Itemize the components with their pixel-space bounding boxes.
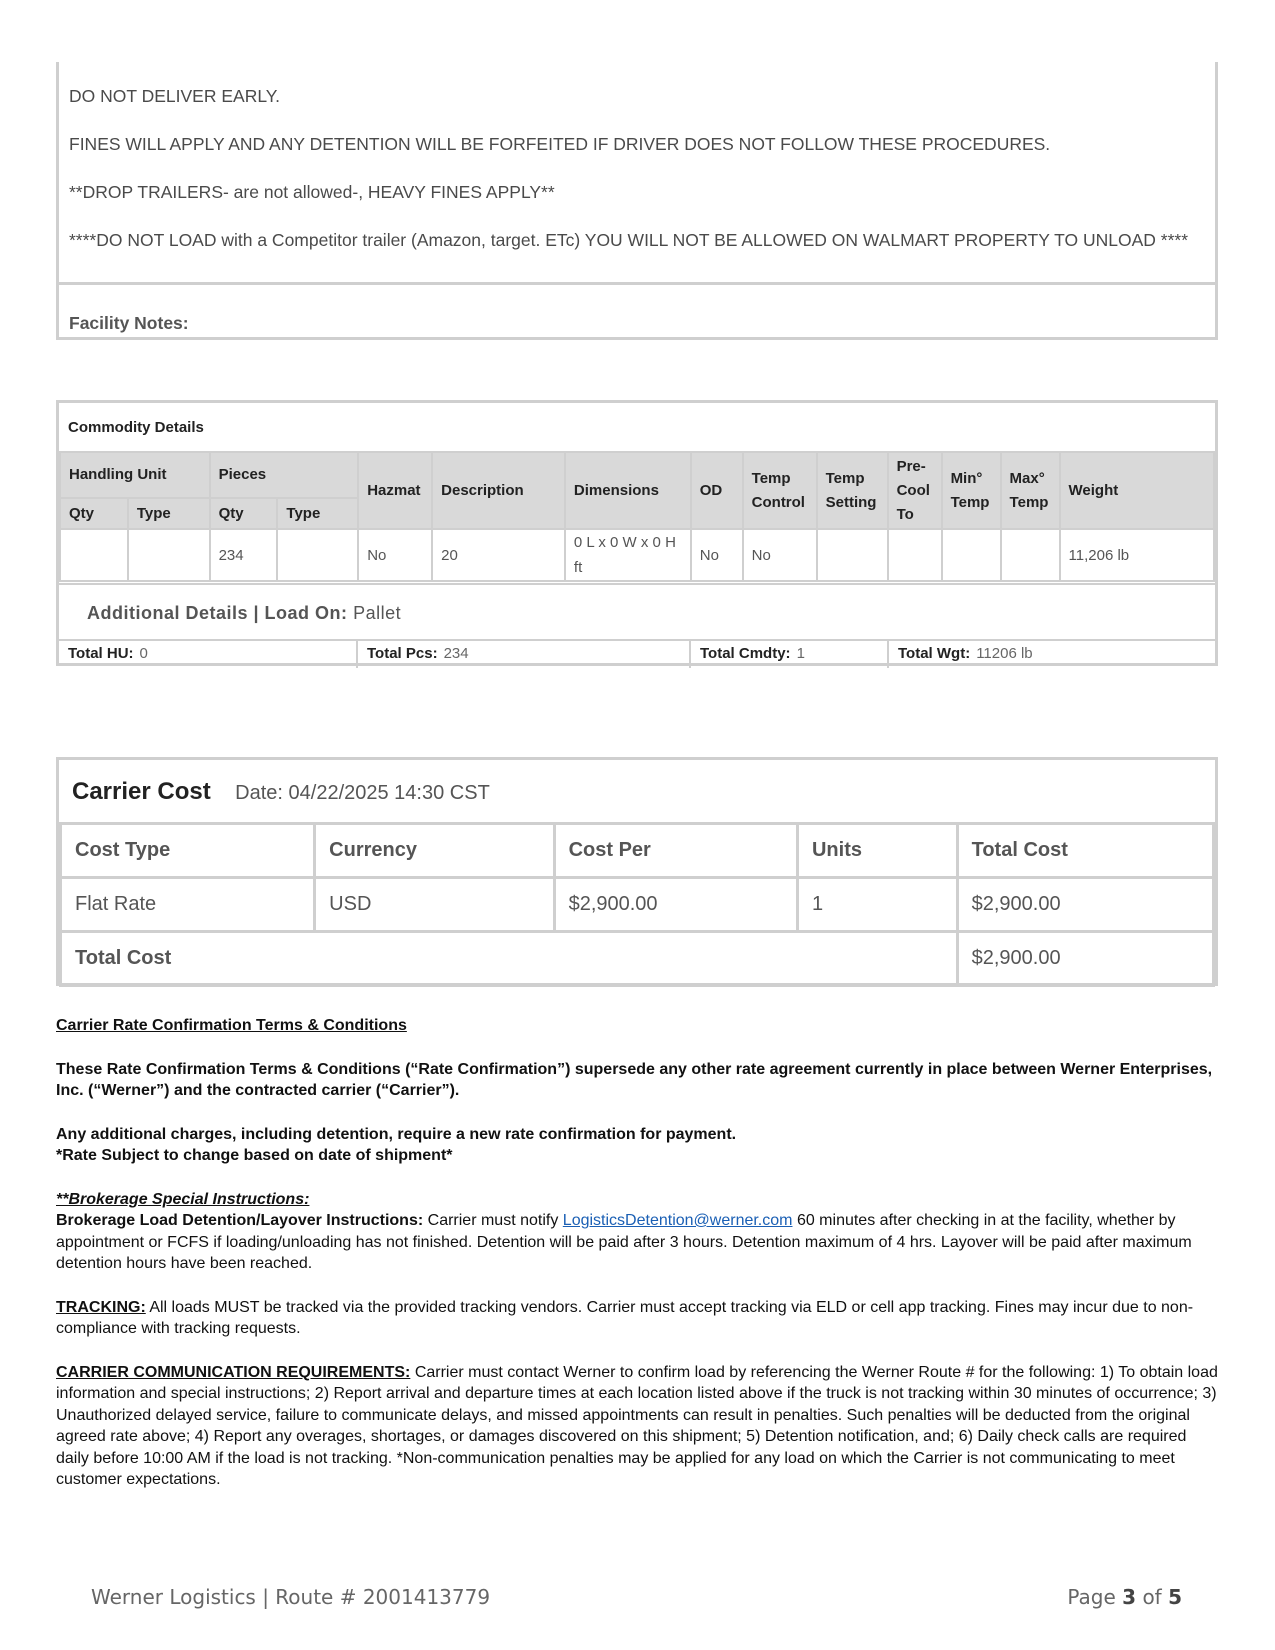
weight-cell: 11,206 lb — [1060, 529, 1214, 581]
additional-details — [87, 603, 401, 624]
detention-label: Brokerage Load Detention/Layover Instructions: — [56, 1212, 424, 1229]
carrier-cost-header — [72, 778, 490, 806]
hu-type-cell — [128, 529, 210, 581]
od-cell: No — [691, 529, 743, 581]
total-hu-label: Total HU: — [68, 645, 134, 662]
brokerage-heading: **Brokerage Special Instructions: — [56, 1190, 310, 1208]
dimensions-header: Dimensions — [565, 452, 691, 529]
tracking-label: TRACKING: — [56, 1298, 146, 1316]
cost-type-header: Cost Type — [61, 824, 315, 878]
commodity-details-title: Commodity Details — [68, 419, 204, 436]
max-temp-header: Max° Temp — [1001, 452, 1060, 529]
of-word: of — [1142, 1585, 1162, 1609]
page-total: 5 — [1168, 1585, 1182, 1609]
communication-label: CARRIER COMMUNICATION REQUIREMENTS: — [56, 1363, 411, 1381]
currency-cell: USD — [315, 878, 554, 932]
dimensions-cell: 0 L x 0 W x 0 H ft — [565, 529, 691, 581]
footer-page-number — [1067, 1585, 1182, 1609]
total-wgt-label: Total Wgt: — [898, 645, 971, 662]
carrier-cost-section — [56, 757, 1218, 986]
units-cell: 1 — [797, 878, 957, 932]
tracking-paragraph — [56, 1297, 1221, 1340]
additional-details-row — [59, 583, 1215, 641]
pcs-type-cell — [277, 529, 358, 581]
total-pcs-label: Total Pcs: — [367, 645, 438, 662]
min-temp-header: Min° Temp — [942, 452, 1001, 529]
carrier-cost-table — [59, 822, 1215, 987]
communication-text: Carrier must contact Werner to confirm load by referencing the Werner Route # for the following: 1) To obtain load information and special instructions; 2) Report arrival and departure times at each location listed above if the truck is not tracking within 30 minutes of occurrence; 3) Unauthorized delayed service, failure to communicate delays, and missed appointments can result in penalties. Such penalties will be deducted from the original agreed rate above; 4) Report any overages, shortages, or damages discovered on this shipment; 5) Detention notification, and; 6) Daily check calls are required daily before 10:00 AM if the load is not tracking. *Non-communication penalties may be applied for any load on which the Carrier is not communicating to meet customer expectations. — [56, 1363, 1218, 1488]
rate-subject-note: *Rate Subject to change based on date of shipment* — [56, 1147, 453, 1164]
pcs-qty-cell: 234 — [210, 529, 278, 581]
terms-section — [56, 1015, 1221, 1491]
pieces-header: Pieces — [210, 452, 359, 498]
additional-details-label: Additional Details | Load On: — [87, 603, 348, 623]
pre-cool-header: Pre-Cool To — [888, 452, 942, 529]
facility-notes-row — [59, 282, 1215, 338]
total-cmdty — [691, 641, 889, 668]
total-cost-cell: $2,900.00 — [957, 878, 1213, 932]
temp-setting-cell — [817, 529, 888, 581]
description-header: Description — [432, 452, 565, 529]
additional-charges-note: Any additional charges, including detention, require a new rate confirmation for payment. — [56, 1125, 737, 1143]
instruction-line: ****DO NOT LOAD with a Competitor trailer (Amazon, target. ETc) YOU WILL NOT BE ALLOWED ON WALMART PROPERTY TO UNLOAD **** — [69, 230, 1189, 250]
handling-unit-header: Handling Unit — [60, 452, 210, 498]
detention-post: 60 minutes after checking in at the facility, whether by appointment or FCFS if loading/unloading has not finished. Detention will be paid after 3 hours. Detention maximum of 4 hrs. Layover will be paid after maximum detention hours have been reached. — [56, 1212, 1192, 1272]
communication-paragraph — [56, 1362, 1221, 1491]
instruction-line: DO NOT DELIVER EARLY. — [69, 86, 281, 106]
table-row — [61, 878, 1214, 932]
weight-header: Weight — [1060, 452, 1214, 529]
cost-type-cell: Flat Rate — [61, 878, 315, 932]
commodity-totals-row — [59, 639, 1215, 668]
total-cost-value: $2,900.00 — [957, 932, 1213, 986]
total-row — [61, 932, 1214, 986]
temp-setting-header: Temp Setting — [817, 452, 888, 529]
cost-per-cell: $2,900.00 — [554, 878, 797, 932]
currency-header: Currency — [315, 824, 554, 878]
facility-notes-label: Facility Notes: — [69, 313, 189, 333]
hu-qty-cell — [60, 529, 128, 581]
description-cell: 20 — [432, 529, 565, 581]
total-wgt — [889, 641, 1215, 668]
hazmat-cell: No — [358, 529, 432, 581]
pcs-qty-header: Qty — [210, 498, 278, 529]
min-temp-cell — [942, 529, 1001, 581]
table-header-row — [61, 824, 1214, 878]
carrier-cost-title: Carrier Cost — [72, 778, 211, 805]
footer-route: Werner Logistics | Route # 2001413779 — [91, 1585, 491, 1609]
pcs-type-header: Type — [277, 498, 358, 529]
cost-per-header: Cost Per — [554, 824, 797, 878]
total-cmdty-label: Total Cmdty: — [700, 645, 791, 662]
detention-email-link[interactable]: LogisticsDetention@werner.com — [562, 1212, 793, 1229]
total-pcs — [358, 641, 691, 668]
temp-control-header: Temp Control — [743, 452, 817, 529]
hu-qty-header: Qty — [60, 498, 128, 529]
table-row — [60, 529, 1214, 581]
hazmat-header: Hazmat — [358, 452, 432, 529]
total-pcs-value: 234 — [443, 645, 469, 662]
instruction-line: **DROP TRAILERS- are not allowed-, HEAVY FINES APPLY** — [69, 182, 555, 202]
load-on-value: Pallet — [353, 603, 402, 623]
total-cost-label: Total Cost — [61, 932, 958, 986]
temp-control-cell: No — [743, 529, 817, 581]
detention-paragraph — [56, 1210, 1221, 1275]
total-cmdty-value: 1 — [796, 645, 805, 662]
page-word: Page — [1067, 1585, 1116, 1609]
max-temp-cell — [1001, 529, 1060, 581]
terms-heading: Carrier Rate Confirmation Terms & Conditions — [56, 1017, 407, 1034]
units-header: Units — [797, 824, 957, 878]
instructions-text — [69, 84, 1204, 276]
hu-type-header: Type — [128, 498, 210, 529]
tracking-text: All loads MUST be tracked via the provided tracking vendors. Carrier must accept tracking via ELD or cell app tracking. Fines may incur due to non-compliance with tracking requests. — [56, 1298, 1194, 1337]
page-current: 3 — [1122, 1585, 1137, 1609]
instruction-line: FINES WILL APPLY AND ANY DETENTION WILL BE FORFEITED IF DRIVER DOES NOT FOLLOW THESE PROCEDURES. — [69, 134, 1051, 154]
terms-intro: These Rate Confirmation Terms & Conditions (“Rate Confirmation”) supersede any other rate agreement currently in place between Werner Enterprises, Inc. (“Werner”) and the contracted carrier (“Carrier”). — [56, 1060, 1213, 1099]
total-hu-value: 0 — [139, 645, 148, 662]
detention-pre: Carrier must notify — [427, 1212, 559, 1229]
od-header: OD — [691, 452, 743, 529]
carrier-cost-date: Date: 04/22/2025 14:30 CST — [235, 782, 490, 804]
commodity-table — [59, 451, 1215, 582]
special-instructions-box — [56, 62, 1218, 340]
pre-cool-cell — [888, 529, 942, 581]
total-wgt-value: 11206 lb — [976, 645, 1033, 662]
total-hu — [59, 641, 358, 668]
total-cost-header: Total Cost — [957, 824, 1213, 878]
commodity-details-section — [56, 400, 1218, 666]
